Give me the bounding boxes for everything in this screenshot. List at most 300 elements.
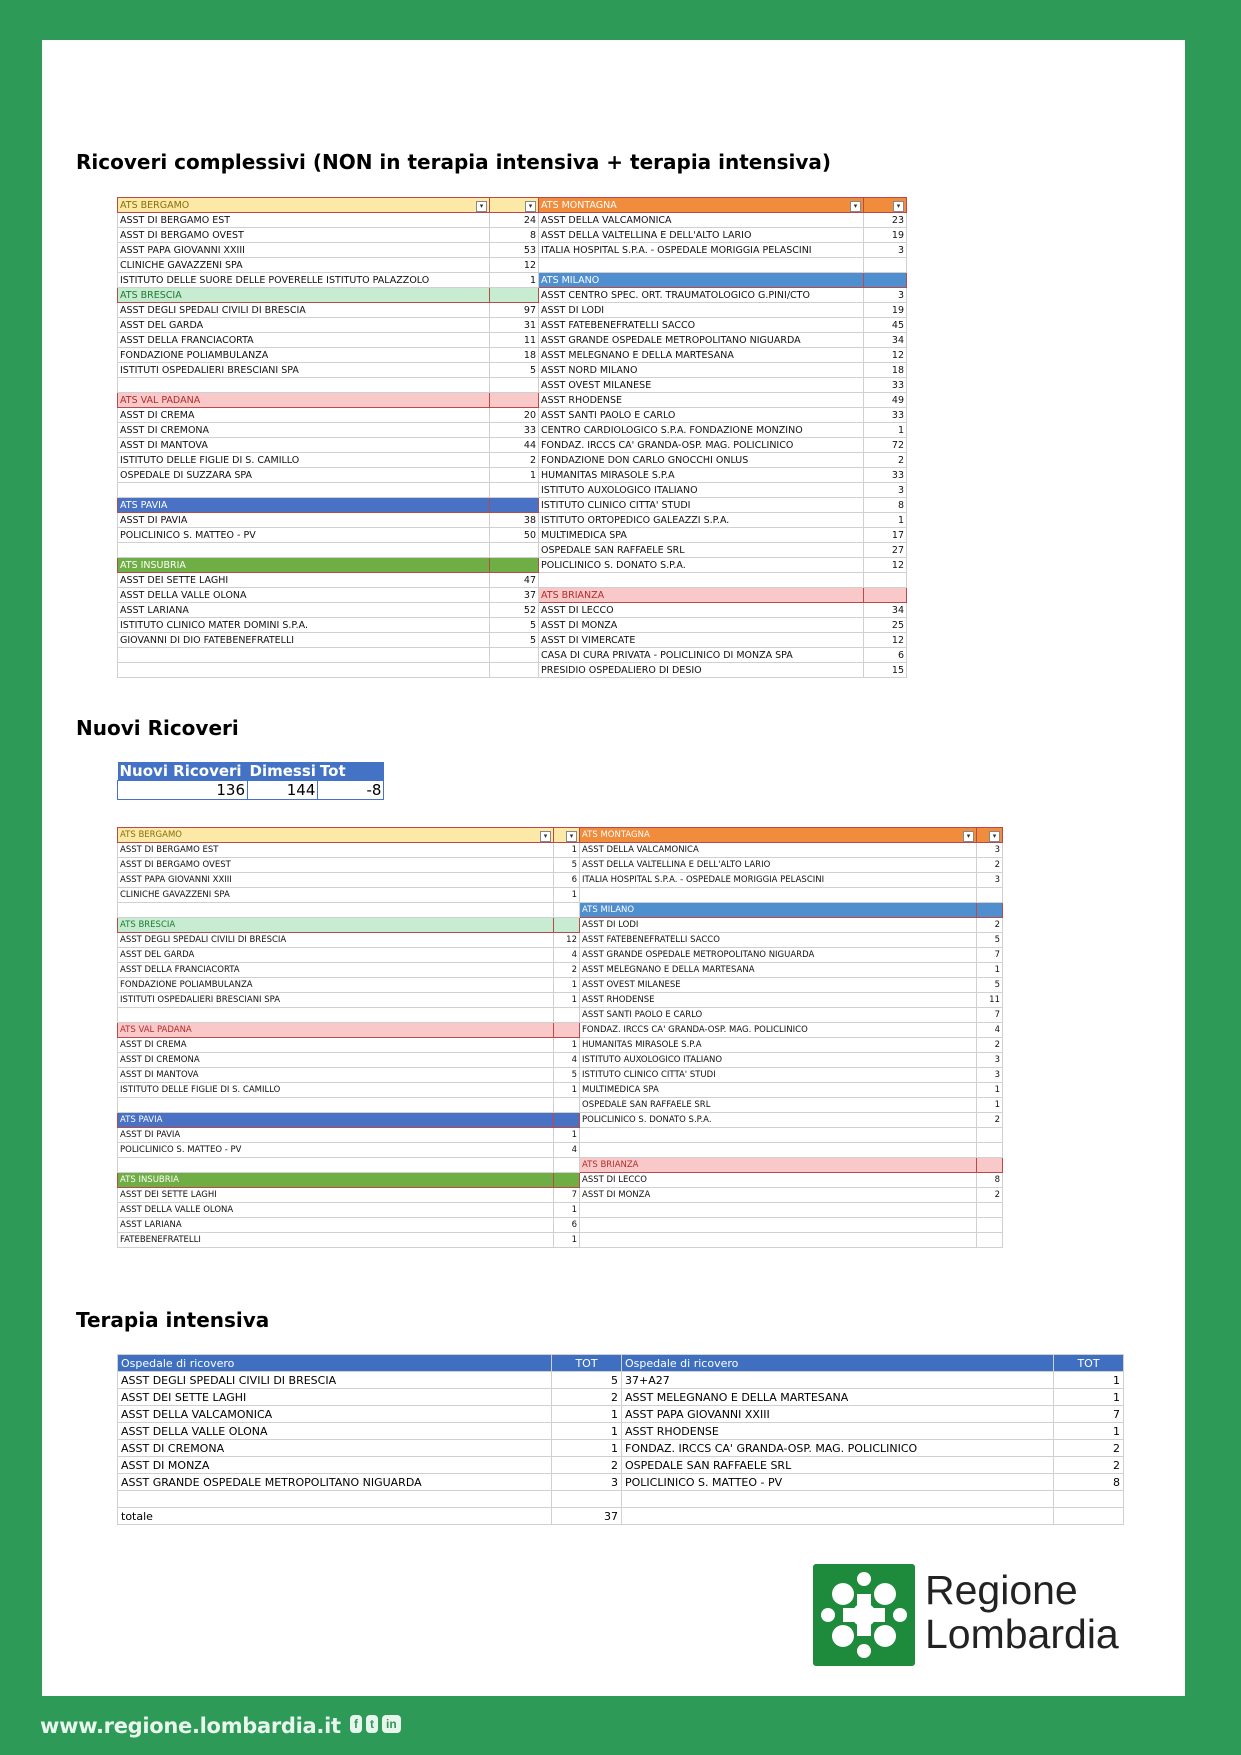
hospital-name: FATEBENEFRATELLI — [118, 1233, 554, 1248]
hospital-name: POLICLINICO S. MATTEO - PV — [118, 528, 490, 543]
table-row — [118, 618, 907, 633]
hospital-name: ASST DI LODI — [580, 918, 977, 933]
empty-cell — [118, 1098, 554, 1113]
hospital-count: 1 — [554, 1083, 580, 1098]
hospital-name: CLINICHE GAVAZZENI SPA — [118, 258, 490, 273]
hospital-count: 49 — [864, 393, 907, 408]
hospital-name: ASST DEGLI SPEDALI CIVILI DI BRESCIA — [118, 933, 554, 948]
hospital-count: 4 — [554, 1053, 580, 1068]
section-label: ATS BRIANZA — [582, 1159, 639, 1170]
section-label: ATS PAVIA — [120, 1114, 163, 1125]
logo-line-2: Lombardia — [925, 1611, 1119, 1657]
hospital-count: 23 — [864, 213, 907, 228]
hospital-name: HUMANITAS MIRASOLE S.P.A — [580, 1038, 977, 1053]
section-header-value — [977, 828, 1003, 843]
hospital-count: 3 — [864, 243, 907, 258]
hospital-count: 1 — [490, 468, 539, 483]
empty-cell — [580, 1128, 977, 1143]
summary-header-dimessi: Dimessi — [249, 762, 316, 780]
hospital-count: 5 — [490, 363, 539, 378]
hospital-count: 6 — [554, 1218, 580, 1233]
table-row — [118, 453, 907, 468]
section-header-value — [977, 1158, 1003, 1173]
hospital-name: FONDAZIONE POLIAMBULANZA — [118, 348, 490, 363]
table-row — [118, 963, 1003, 978]
table-row — [118, 543, 907, 558]
empty-cell — [977, 1203, 1003, 1218]
hospital-name: ASST NORD MILANO — [539, 363, 864, 378]
ti-cell: ASST DEI SETTE LAGHI — [118, 1389, 552, 1406]
table-row — [118, 1491, 1124, 1508]
table-row — [118, 363, 907, 378]
section-header — [118, 558, 490, 573]
hospital-count: 12 — [864, 558, 907, 573]
filter-dropdown-icon[interactable]: ▾ — [540, 831, 551, 842]
section-label: ATS BRESCIA — [120, 919, 176, 930]
hospital-count: 1 — [864, 513, 907, 528]
table-terapia-intensiva — [117, 1354, 1124, 1525]
hospital-count: 18 — [490, 348, 539, 363]
hospital-count: 1 — [977, 1083, 1003, 1098]
hospital-name: ASST LARIANA — [118, 1218, 554, 1233]
table-row — [118, 1173, 1003, 1188]
ti-cell: 1 — [1054, 1423, 1124, 1440]
empty-cell — [864, 258, 907, 273]
hospital-name: FONDAZ. IRCCS CA' GRANDA-OSP. MAG. POLICLINICO — [580, 1023, 977, 1038]
section-header — [118, 1113, 554, 1128]
ti-cell: 2 — [1054, 1440, 1124, 1457]
hospital-name: ISTITUTO CLINICO CITTA' STUDI — [539, 498, 864, 513]
table-row — [118, 828, 1003, 843]
empty-cell — [580, 1143, 977, 1158]
empty-cell — [554, 1158, 580, 1173]
hospital-name: HUMANITAS MIRASOLE S.P.A — [539, 468, 864, 483]
section-label: ATS INSUBRIA — [120, 559, 186, 571]
hospital-count: 44 — [490, 438, 539, 453]
table-row — [118, 1128, 1003, 1143]
hospital-name: ASST SANTI PAOLO E CARLO — [539, 408, 864, 423]
table-row-total — [118, 1508, 1124, 1525]
hospital-name: POLICLINICO S. DONATO S.P.A. — [580, 1113, 977, 1128]
empty-cell — [118, 1008, 554, 1023]
table-row — [118, 1038, 1003, 1053]
hospital-count: 11 — [490, 333, 539, 348]
hospital-name: ASST DI CREMA — [118, 1038, 554, 1053]
table-row — [118, 393, 907, 408]
hospital-count: 19 — [864, 303, 907, 318]
hospital-name: ISTITUTO AUXOLOGICO ITALIANO — [539, 483, 864, 498]
empty-cell — [977, 888, 1003, 903]
section-header-value — [864, 273, 907, 288]
hospital-name: MULTIMEDICA SPA — [580, 1083, 977, 1098]
table-row — [118, 228, 907, 243]
hospital-name: ISTITUTO DELLE SUORE DELLE POVERELLE ISTITUTO PALAZZOLO — [118, 273, 490, 288]
hospital-count: 11 — [977, 993, 1003, 1008]
hospital-count: 2 — [977, 858, 1003, 873]
hospital-count: 37 — [490, 588, 539, 603]
hospital-count: 1 — [490, 273, 539, 288]
hospital-count: 5 — [490, 633, 539, 648]
table-row — [118, 1389, 1124, 1406]
hospital-name: ASST DEL GARDA — [118, 948, 554, 963]
hospital-count: 4 — [554, 1143, 580, 1158]
filter-dropdown-icon[interactable]: ▾ — [893, 201, 904, 212]
table-row — [118, 873, 1003, 888]
ti-cell: 2 — [552, 1389, 622, 1406]
table-row — [118, 483, 907, 498]
ti-cell — [1054, 1508, 1124, 1525]
section-label: ATS MONTAGNA — [541, 199, 617, 211]
table-row — [118, 333, 907, 348]
hospital-count: 34 — [864, 603, 907, 618]
hospital-name: ASST DI VIMERCATE — [539, 633, 864, 648]
hospital-name: ISTITUTO DELLE FIGLIE DI S. CAMILLO — [118, 453, 490, 468]
section-label: ATS VAL PADANA — [120, 394, 201, 406]
section-label: ATS BERGAMO — [120, 829, 182, 840]
hospital-name: FONDAZ. IRCCS CA' GRANDA-OSP. MAG. POLICLINICO — [539, 438, 864, 453]
ti-cell: 1 — [1054, 1389, 1124, 1406]
hospital-name: ASST DELLA FRANCIACORTA — [118, 333, 490, 348]
table-row — [118, 348, 907, 363]
table-row — [118, 558, 907, 573]
hospital-name: ASST FATEBENEFRATELLI SACCO — [539, 318, 864, 333]
hospital-count: 33 — [490, 423, 539, 438]
section-header-value — [864, 198, 907, 213]
hospital-count: 7 — [977, 1008, 1003, 1023]
summary-header-tot: Tot — [318, 762, 384, 781]
table-row — [118, 1068, 1003, 1083]
social-icons — [350, 1715, 405, 1733]
empty-cell — [977, 1233, 1003, 1248]
hospital-name: ASST DI BERGAMO OVEST — [118, 858, 554, 873]
hospital-name: ASST DI MANTOVA — [118, 1068, 554, 1083]
table-row — [118, 438, 907, 453]
hospital-count: 33 — [864, 378, 907, 393]
ti-cell: FONDAZ. IRCCS CA' GRANDA-OSP. MAG. POLICLINICO — [622, 1440, 1054, 1457]
hospital-count: 12 — [864, 633, 907, 648]
filter-dropdown-icon[interactable]: ▾ — [850, 201, 861, 212]
hospital-count: 34 — [864, 333, 907, 348]
hospital-count: 1 — [554, 978, 580, 993]
twitter-icon[interactable]: t — [366, 1715, 378, 1733]
empty-cell — [490, 378, 539, 393]
hospital-count: 2 — [554, 963, 580, 978]
linkedin-icon[interactable]: in — [382, 1715, 401, 1733]
ti-cell: OSPEDALE SAN RAFFAELE SRL — [622, 1457, 1054, 1474]
table-row — [118, 258, 907, 273]
empty-cell — [490, 663, 539, 678]
table-row — [118, 1158, 1003, 1173]
ti-cell: ASST DELLA VALLE OLONA — [118, 1423, 552, 1440]
filter-dropdown-icon[interactable]: ▾ — [566, 831, 577, 842]
hospital-name: ISTITUTI OSPEDALIERI BRESCIANI SPA — [118, 363, 490, 378]
table-row — [118, 948, 1003, 963]
filter-dropdown-icon[interactable]: ▾ — [989, 831, 1000, 842]
table-row — [118, 378, 907, 393]
hospital-count: 53 — [490, 243, 539, 258]
hospital-count: 52 — [490, 603, 539, 618]
hospital-name: ASST PAPA GIOVANNI XXIII — [118, 873, 554, 888]
hospital-count: 17 — [864, 528, 907, 543]
table-row — [118, 243, 907, 258]
hospital-name: ASST DI PAVIA — [118, 513, 490, 528]
section-label: ATS MILANO — [582, 904, 635, 915]
hospital-count: 15 — [864, 663, 907, 678]
hospital-count: 3 — [977, 843, 1003, 858]
section-header — [118, 1023, 554, 1038]
hospital-count: 2 — [977, 1038, 1003, 1053]
logo-line-1: Regione — [925, 1567, 1078, 1613]
empty-cell — [977, 1128, 1003, 1143]
section-header — [539, 198, 864, 213]
ti-cell: 2 — [552, 1457, 622, 1474]
table-row — [118, 1023, 1003, 1038]
filter-dropdown-icon[interactable]: ▾ — [963, 831, 974, 842]
hospital-count: 2 — [977, 918, 1003, 933]
hospital-name: ISTITUTO CLINICO MATER DOMINI S.P.A. — [118, 618, 490, 633]
hospital-count: 6 — [554, 873, 580, 888]
empty-cell — [580, 888, 977, 903]
hospital-name: ASST DI BERGAMO EST — [118, 213, 490, 228]
empty-cell — [490, 543, 539, 558]
ti-cell: 1 — [552, 1440, 622, 1457]
table-row — [118, 528, 907, 543]
hospital-name: ASST DEI SETTE LAGHI — [118, 573, 490, 588]
hospital-name: ASST GRANDE OSPEDALE METROPOLITANO NIGUARDA — [580, 948, 977, 963]
empty-cell — [977, 1143, 1003, 1158]
table-row — [118, 513, 907, 528]
hospital-name: ITALIA HOSPITAL S.P.A. - OSPEDALE MORIGGIA PELASCINI — [539, 243, 864, 258]
hospital-name: OSPEDALE SAN RAFFAELE SRL — [580, 1098, 977, 1113]
hospital-count: 27 — [864, 543, 907, 558]
hospital-name: ASST DI LECCO — [580, 1173, 977, 1188]
table-row — [118, 1143, 1003, 1158]
hospital-count: 12 — [554, 933, 580, 948]
ti-header-row — [118, 1355, 1124, 1372]
section-header — [118, 288, 490, 303]
table-row — [118, 918, 1003, 933]
hospital-name: ASST DI CREMONA — [118, 423, 490, 438]
hospital-count: 38 — [490, 513, 539, 528]
table-row — [118, 198, 907, 213]
hospital-count: 1 — [554, 843, 580, 858]
table-row — [118, 1188, 1003, 1203]
section-header-value — [554, 1173, 580, 1188]
hospital-count: 4 — [554, 948, 580, 963]
hospital-name: ITALIA HOSPITAL S.P.A. - OSPEDALE MORIGGIA PELASCINI — [580, 873, 977, 888]
empty-cell — [554, 1008, 580, 1023]
hospital-name: ASST DEI SETTE LAGHI — [118, 1188, 554, 1203]
ti-cell: ASST MELEGNANO E DELLA MARTESANA — [622, 1389, 1054, 1406]
hospital-count: 1 — [554, 888, 580, 903]
section-header — [539, 588, 864, 603]
hospital-name: ASST DI BERGAMO OVEST — [118, 228, 490, 243]
hospital-count: 33 — [864, 468, 907, 483]
hospital-name: ASST CENTRO SPEC. ORT. TRAUMATOLOGICO G.PINI/CTO — [539, 288, 864, 303]
hospital-name: ASST FATEBENEFRATELLI SACCO — [580, 933, 977, 948]
hospital-count: 2 — [977, 1113, 1003, 1128]
hospital-count: 1 — [554, 993, 580, 1008]
ti-cell: 2 — [1054, 1457, 1124, 1474]
section-header — [580, 828, 977, 843]
hospital-name: ASST DELLA VALTELLINA E DELL'ALTO LARIO — [539, 228, 864, 243]
ti-cell — [552, 1491, 622, 1508]
hospital-name: ASST RHODENSE — [580, 993, 977, 1008]
section-header — [118, 198, 490, 213]
ti-total-label: totale — [118, 1508, 552, 1525]
ti-header-tot: TOT — [552, 1355, 622, 1372]
ti-cell: 1 — [1054, 1372, 1124, 1389]
empty-cell — [580, 1203, 977, 1218]
section-header-value — [864, 588, 907, 603]
hospital-name: POLICLINICO S. DONATO S.P.A. — [539, 558, 864, 573]
ti-cell: ASST DELLA VALCAMONICA — [118, 1406, 552, 1423]
hospital-count: 72 — [864, 438, 907, 453]
hospital-count: 12 — [864, 348, 907, 363]
table-row — [118, 888, 1003, 903]
hospital-name: ASST MELEGNANO E DELLA MARTESANA — [580, 963, 977, 978]
table-row — [118, 1203, 1003, 1218]
table-row — [118, 468, 907, 483]
hospital-name: FONDAZIONE POLIAMBULANZA — [118, 978, 554, 993]
title-terapia-intensiva: Terapia intensiva — [76, 1308, 270, 1332]
section-header-value — [977, 903, 1003, 918]
hospital-name: POLICLINICO S. MATTEO - PV — [118, 1143, 554, 1158]
section-header-value — [490, 498, 539, 513]
section-header-value — [554, 1023, 580, 1038]
table-row — [118, 1053, 1003, 1068]
empty-cell — [490, 483, 539, 498]
hospital-name: ASST DI LODI — [539, 303, 864, 318]
hospital-name: MULTIMEDICA SPA — [539, 528, 864, 543]
footer-url-link[interactable]: www.regione.lombardia.it — [40, 1714, 341, 1738]
hospital-count: 24 — [490, 213, 539, 228]
hospital-count: 2 — [864, 453, 907, 468]
table-row — [118, 1440, 1124, 1457]
summary-table — [117, 762, 384, 800]
summary-value-tot: -8 — [318, 781, 384, 800]
hospital-name: ISTITUTI OSPEDALIERI BRESCIANI SPA — [118, 993, 554, 1008]
hospital-count: 4 — [977, 1023, 1003, 1038]
hospital-name: ISTITUTO DELLE FIGLIE DI S. CAMILLO — [118, 1083, 554, 1098]
hospital-name: CENTRO CARDIOLOGICO S.P.A. FONDAZIONE MONZINO — [539, 423, 864, 438]
table-row — [118, 648, 907, 663]
ti-header-ospedale: Ospedale di ricovero — [118, 1355, 552, 1372]
section-header — [118, 498, 490, 513]
section-header-value — [490, 288, 539, 303]
hospital-name: ASST DEL GARDA — [118, 318, 490, 333]
hospital-name: ASST DI MONZA — [539, 618, 864, 633]
hospital-count: 3 — [977, 1068, 1003, 1083]
ti-cell: ASST PAPA GIOVANNI XXIII — [622, 1406, 1054, 1423]
ti-cell: ASST DI CREMONA — [118, 1440, 552, 1457]
ti-cell: ASST GRANDE OSPEDALE METROPOLITANO NIGUARDA — [118, 1474, 552, 1491]
filter-dropdown-icon[interactable]: ▾ — [525, 201, 536, 212]
ti-cell: 3 — [552, 1474, 622, 1491]
section-label: ATS PAVIA — [120, 499, 168, 511]
empty-cell — [580, 1233, 977, 1248]
ti-cell: ASST DEGLI SPEDALI CIVILI DI BRESCIA — [118, 1372, 552, 1389]
empty-cell — [118, 543, 490, 558]
hospital-name: ASST LARIANA — [118, 603, 490, 618]
ti-cell — [622, 1508, 1054, 1525]
hospital-count: 50 — [490, 528, 539, 543]
table-row — [118, 318, 907, 333]
table-row — [118, 573, 907, 588]
hospital-name: ASST DELLA VALTELLINA E DELL'ALTO LARIO — [580, 858, 977, 873]
table-row — [118, 288, 907, 303]
ti-cell: 1 — [552, 1423, 622, 1440]
hospital-name: ASST OVEST MILANESE — [539, 378, 864, 393]
hospital-count: 8 — [977, 1173, 1003, 1188]
section-header-value — [490, 558, 539, 573]
table-row — [118, 1083, 1003, 1098]
ti-cell: 1 — [552, 1406, 622, 1423]
table-nuovi-ricoveri — [117, 827, 1003, 1248]
ti-total-value: 37 — [552, 1508, 622, 1525]
table-row — [118, 1457, 1124, 1474]
hospital-count: 1 — [864, 423, 907, 438]
summary-value-nuovi: 136 — [118, 781, 248, 800]
section-header-value — [490, 393, 539, 408]
hospital-count: 1 — [554, 1203, 580, 1218]
empty-cell — [977, 1218, 1003, 1233]
footer — [0, 1696, 1241, 1755]
hospital-count: 97 — [490, 303, 539, 318]
hospital-count: 7 — [977, 948, 1003, 963]
table-row — [118, 1218, 1003, 1233]
hospital-name: OSPEDALE DI SUZZARA SPA — [118, 468, 490, 483]
empty-cell — [539, 258, 864, 273]
table-row — [118, 1233, 1003, 1248]
hospital-count: 1 — [977, 1098, 1003, 1113]
table-row — [118, 1098, 1003, 1113]
hospital-name: ASST DELLA VALCAMONICA — [580, 843, 977, 858]
facebook-icon[interactable]: f — [350, 1715, 362, 1733]
ti-cell: ASST RHODENSE — [622, 1423, 1054, 1440]
table-row — [118, 1406, 1124, 1423]
table-row — [118, 1423, 1124, 1440]
hospital-count: 5 — [554, 1068, 580, 1083]
empty-cell — [118, 1158, 554, 1173]
empty-cell — [118, 903, 554, 918]
section-header — [118, 828, 554, 843]
hospital-count: 1 — [977, 963, 1003, 978]
empty-cell — [539, 573, 864, 588]
table-row — [118, 993, 1003, 1008]
table-row — [118, 423, 907, 438]
section-header — [580, 903, 977, 918]
table-row — [118, 588, 907, 603]
rosa-camuna-icon — [813, 1564, 915, 1666]
section-header-value — [554, 828, 580, 843]
hospital-name: ASST SANTI PAOLO E CARLO — [580, 1008, 977, 1023]
summary-value-dimessi: 144 — [248, 781, 318, 800]
hospital-name: ASST DI LECCO — [539, 603, 864, 618]
ti-cell: 8 — [1054, 1474, 1124, 1491]
ti-cell — [622, 1491, 1054, 1508]
hospital-name: ASST GRANDE OSPEDALE METROPOLITANO NIGUARDA — [539, 333, 864, 348]
section-label: ATS MILANO — [541, 274, 600, 286]
hospital-name: ASST DELLA VALLE OLONA — [118, 588, 490, 603]
section-header — [118, 393, 490, 408]
title-nuovi-ricoveri: Nuovi Ricoveri — [76, 716, 239, 740]
section-label: ATS MONTAGNA — [582, 829, 650, 840]
section-header-value — [554, 1113, 580, 1128]
filter-dropdown-icon[interactable]: ▾ — [476, 201, 487, 212]
hospital-name: ASST DI MONZA — [580, 1188, 977, 1203]
hospital-count: 18 — [864, 363, 907, 378]
